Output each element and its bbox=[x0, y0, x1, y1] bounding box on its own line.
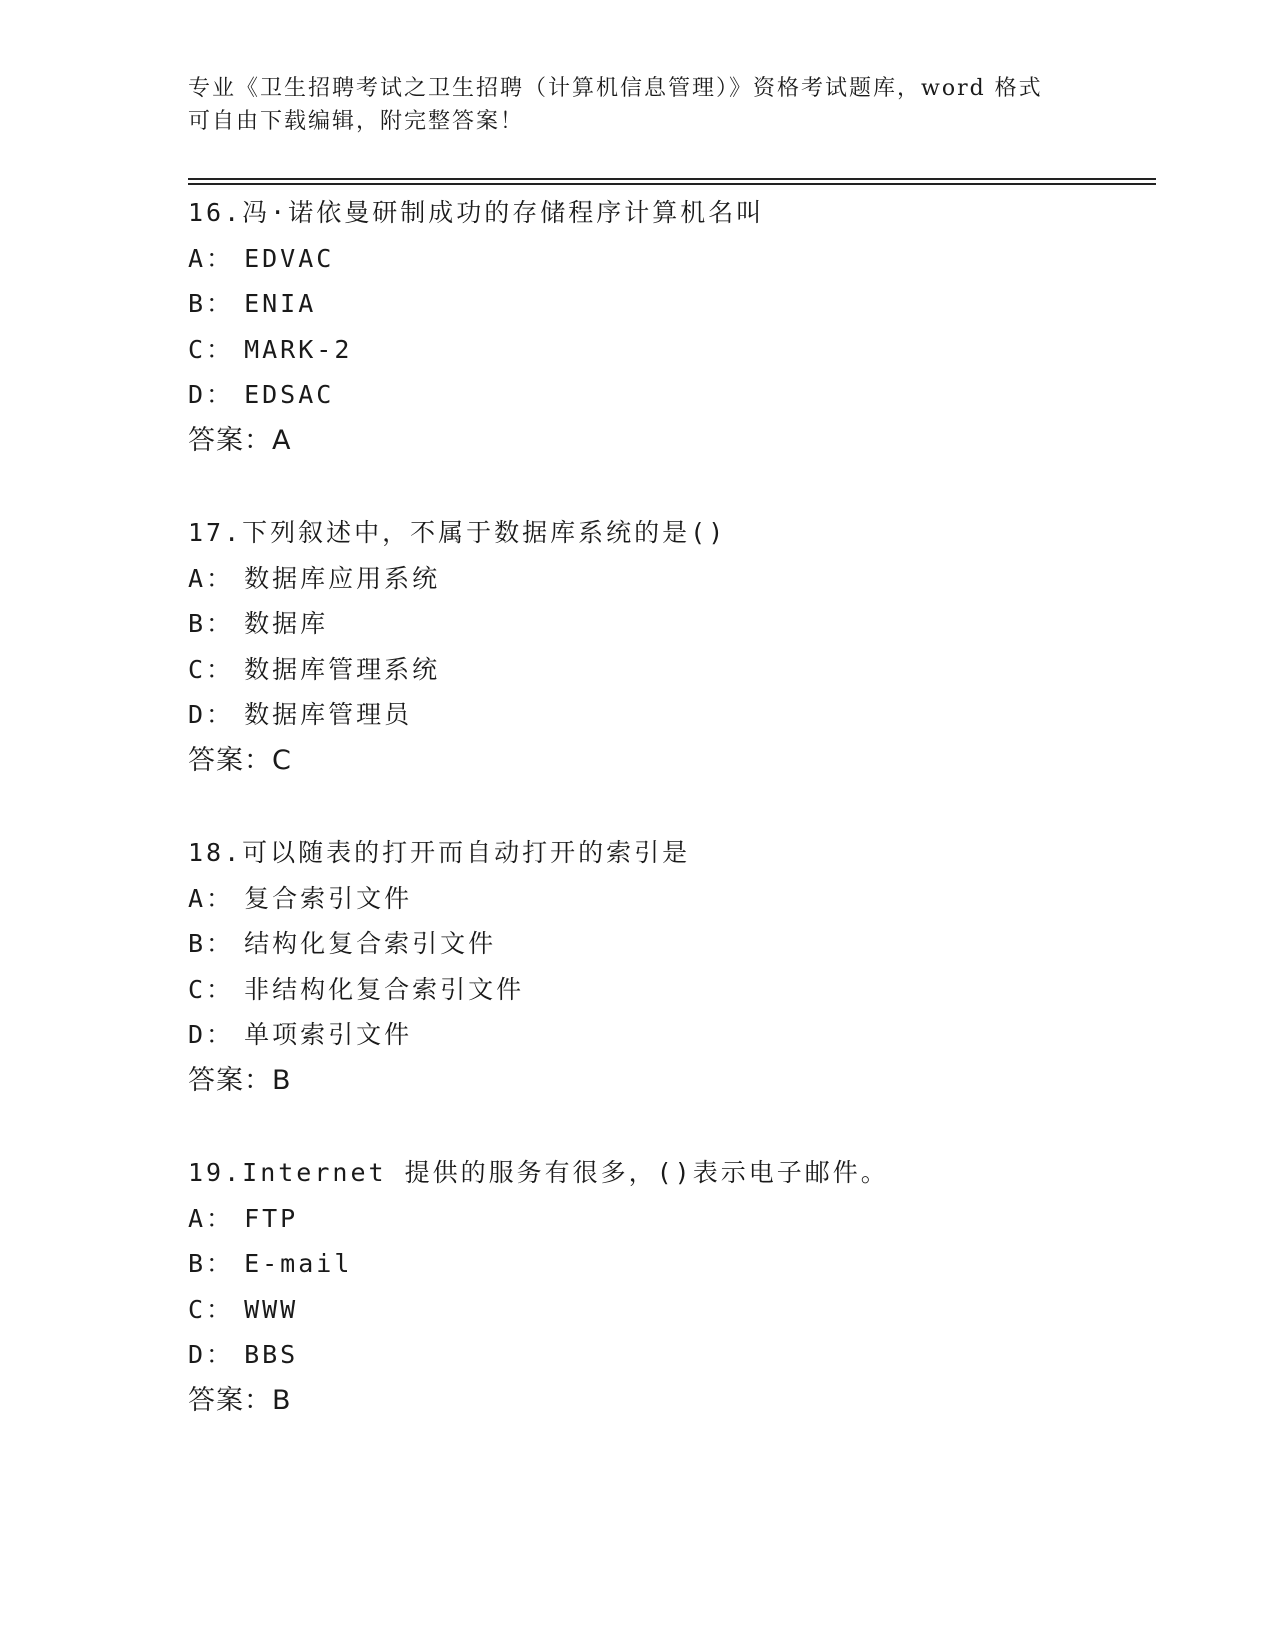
option-text: 数据库管理员 bbox=[244, 700, 413, 729]
option-key: A： bbox=[188, 1203, 235, 1233]
option-text: EDSAC bbox=[244, 380, 335, 409]
header-line-2: 可自由下载编辑，附完整答案！ bbox=[188, 109, 525, 134]
option-key: B： bbox=[188, 929, 235, 958]
option-text: 结构化复合索引文件 bbox=[244, 929, 497, 958]
option-key: C： bbox=[188, 334, 235, 364]
document-header bbox=[188, 72, 1088, 138]
option-d bbox=[188, 1012, 1156, 1058]
option-key: D： bbox=[188, 700, 235, 729]
option-b bbox=[188, 601, 1156, 647]
option-text: E-mail bbox=[244, 1249, 353, 1278]
option-b bbox=[188, 281, 1156, 327]
answer-label: 答案：B bbox=[188, 1384, 292, 1416]
option-b bbox=[188, 921, 1156, 967]
option-c bbox=[188, 967, 1156, 1013]
option-text: WWW bbox=[244, 1294, 299, 1324]
option-b bbox=[188, 1241, 1156, 1287]
option-a bbox=[188, 876, 1156, 922]
option-a bbox=[188, 1196, 1156, 1242]
option-text: MARK-2 bbox=[244, 334, 353, 364]
question-17 bbox=[188, 510, 1156, 830]
option-key: D： bbox=[188, 1020, 235, 1049]
option-key: A： bbox=[188, 243, 235, 273]
option-key: D： bbox=[188, 380, 235, 409]
option-text: EDVAC bbox=[244, 243, 335, 273]
option-text: 数据库 bbox=[244, 609, 329, 638]
option-c bbox=[188, 327, 1156, 373]
option-text: 数据库应用系统 bbox=[244, 563, 441, 593]
answer-label: 答案：A bbox=[188, 424, 292, 456]
option-text: 非结构化复合索引文件 bbox=[244, 974, 525, 1004]
option-key: A： bbox=[188, 883, 235, 913]
option-c bbox=[188, 1287, 1156, 1333]
answer-label: 答案：C bbox=[188, 744, 292, 776]
option-a bbox=[188, 236, 1156, 282]
option-d bbox=[188, 692, 1156, 738]
question-stem: 17.下列叙述中，不属于数据库系统的是() bbox=[188, 518, 727, 547]
option-key: B： bbox=[188, 609, 235, 638]
header-divider-top bbox=[188, 178, 1156, 180]
option-text: 复合索引文件 bbox=[244, 883, 413, 913]
option-d bbox=[188, 372, 1156, 418]
option-a bbox=[188, 556, 1156, 602]
option-key: C： bbox=[188, 654, 235, 684]
option-key: A： bbox=[188, 563, 235, 593]
option-text: ENIA bbox=[244, 289, 317, 318]
option-text: 数据库管理系统 bbox=[244, 654, 441, 684]
option-key: C： bbox=[188, 1294, 235, 1324]
option-text: BBS bbox=[244, 1340, 299, 1369]
option-key: C： bbox=[188, 974, 235, 1004]
option-key: D： bbox=[188, 1340, 235, 1369]
option-text: 单项索引文件 bbox=[244, 1020, 413, 1049]
question-18 bbox=[188, 830, 1156, 1150]
question-stem: 19.Internet 提供的服务有很多，()表示电子邮件。 bbox=[188, 1158, 889, 1187]
answer-label: 答案：B bbox=[188, 1064, 292, 1096]
question-stem: 18.可以随表的打开而自动打开的索引是 bbox=[188, 838, 691, 867]
option-d bbox=[188, 1332, 1156, 1378]
question-list bbox=[188, 190, 1156, 1470]
option-text: FTP bbox=[244, 1203, 299, 1233]
question-stem: 16.冯·诺依曼研制成功的存储程序计算机名叫 bbox=[188, 198, 765, 227]
header-line-1: 专业《卫生招聘考试之卫生招聘（计算机信息管理）》资格考试题库，word 格式 bbox=[188, 76, 1043, 101]
option-key: B： bbox=[188, 289, 235, 318]
option-key: B： bbox=[188, 1249, 235, 1278]
header-divider-bottom bbox=[188, 183, 1156, 185]
option-c bbox=[188, 647, 1156, 693]
question-19 bbox=[188, 1150, 1156, 1470]
question-16 bbox=[188, 190, 1156, 510]
